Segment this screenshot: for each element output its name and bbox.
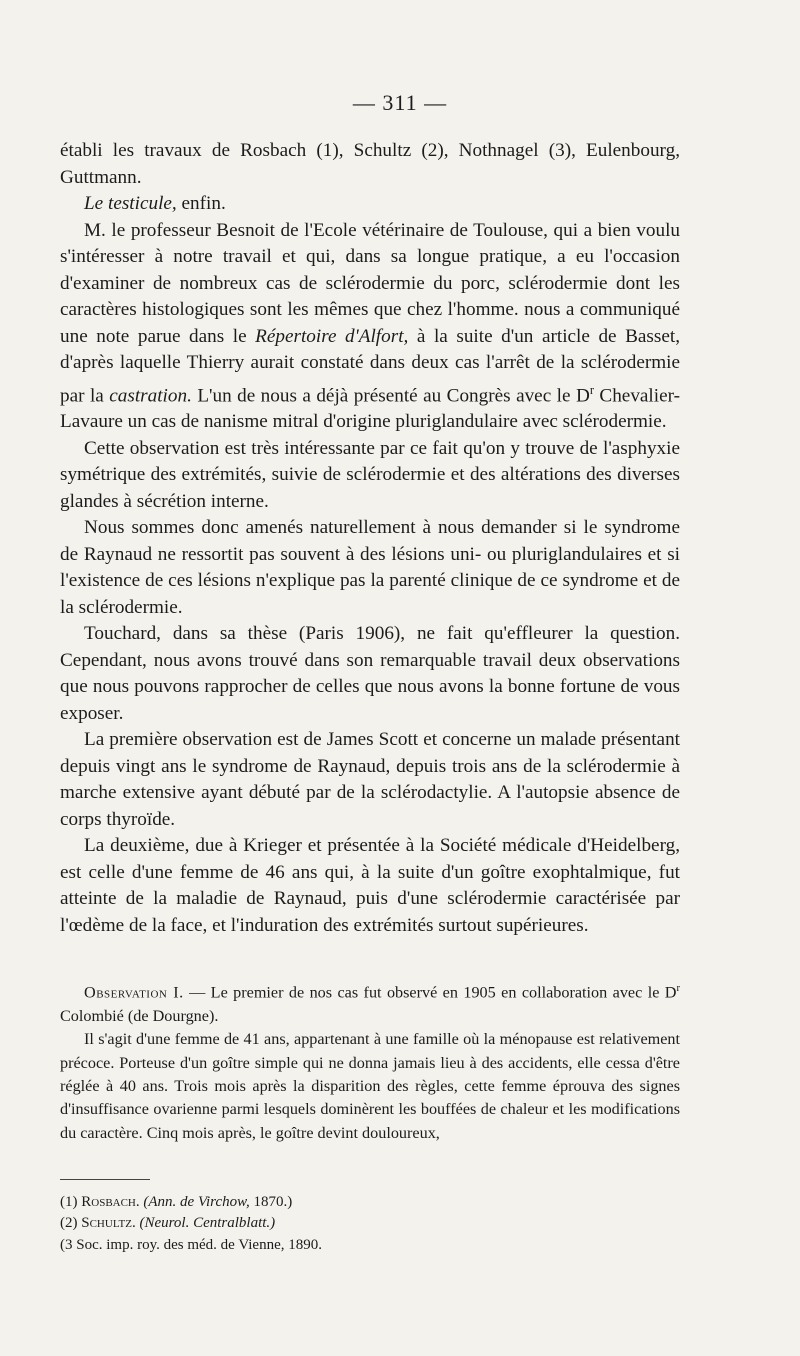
footnote-rule [60,1179,150,1180]
paragraph [60,621,680,727]
text-run: Colombié (de Dourgne). [60,1007,219,1026]
text-run: Cette observation est très intéressante par ce fait qu'on y trouve de l'asphyxie symétrique des extrémités, suivie de sclérodermie et des altérations des diverses glandes à sécrétion interne. [60,437,680,512]
footnote-detail: Soc. imp. roy. des méd. de Vienne, 1890. [76,1236,322,1253]
text-run: — Le premier de nos cas fut observé en 1905 en collaboration avec le D [183,983,677,1002]
footnote-number: (3 [60,1236,77,1253]
footnote-number: (1) [60,1193,82,1210]
observation-paragraph [60,977,680,1028]
observation-paragraph [60,1028,680,1144]
paragraph [60,218,680,436]
footnotes [60,1192,680,1257]
footnote-detail: 1870.) [249,1193,293,1210]
paragraph [60,833,680,939]
book-page [60,90,680,1256]
text-run: Nous sommes donc amenés naturellement à nous demander si le syndrome de Raynaud ne ressortit pas souvent à des lésions uni- ou pluriglandulaires et si l'existence de ces lésions n'explique pas la parenté clinique de ce syndrome et de la sclérodermie. [60,517,680,618]
text-run: L'un de nous a déjà présenté au Congrès avec le D [191,384,590,406]
italic-text: castration. [109,384,192,406]
text-run: M. le professeur Besnoit de l'Ecole vétérinaire de Toulouse, qui a bien voulu s'intéresser à notre travail et qui, dans sa longue pratique, a eu l'occasion d'examiner de nombreux cas de sclérodermie du porc, sclérodermie dont les caractères histologiques sont les mêmes que chez l'homme. nous a communiqué une note parue dans le [60,219,680,347]
footnote [60,1235,680,1257]
paragraph [60,436,680,516]
observation-block [60,977,680,1144]
italic-text: Répertoire d'Alfort, [255,325,409,347]
observation-heading: Observation I. [84,983,184,1002]
footnote-reference: (Neurol. Centralblatt.) [139,1215,276,1232]
footnote [60,1192,680,1214]
paragraph [60,727,680,833]
superscript: r [676,983,680,995]
page-number: — 311 — [352,90,448,115]
text-run: établi les travaux de Rosbach (1), Schultz (2), Nothnagel (3), Eulenbourg, Guttmann. [60,140,680,188]
text-run: La deuxième, due à Krieger et présentée à la Société médicale d'Heidelberg, est celle d'une femme de 46 ans qui, à la suite d'un goître exophtalmique, fut atteinte de la maladie de Raynaud, puis d'une sclérodermie caractérisée par l'œdème de la face, et l'induration des extrémités surtout supérieures. [60,835,680,936]
footnote [60,1213,680,1235]
superscript: r [589,382,594,397]
paragraph [60,515,680,621]
text-run: Touchard, dans sa thèse (Paris 1906), ne fait qu'effleurer la question. Cependant, nous avons trouvé dans son remarquable travail deux observations que nous pouvons rapprocher de celles que nous avons la bonne fortune de vous exposer. [60,623,680,724]
text-run: enfin. [176,193,226,214]
footnote-author: Schultz. [81,1215,140,1232]
paragraph [60,138,680,191]
footnote-number: (2) [60,1215,82,1232]
footnote-author: Rosbach. [81,1193,144,1210]
text-run: Chevalier-Lavaure un cas de nanisme mitral d'origine pluriglandulaire avec sclérodermie. [60,384,681,433]
text-run: La première observation est de James Scott et concerne un malade présentant depuis vingt ans le syndrome de Raynaud, depuis trois ans de la sclérodermie à marche extensive ayant débuté par de la sclérodactylie. A l'autopsie absence de corps thyroïde. [60,729,680,830]
italic-text: Le testicule, [84,193,177,214]
text-run: à la suite d'un article de Basset, d'après laquelle Thierry aurait constaté dans deux cas l'arrêt de la sclérodermie par la [60,325,680,406]
main-text [60,138,680,939]
footnote-reference: (Ann. de Virchow, [143,1193,250,1210]
text-run: Il s'agit d'une femme de 41 ans, appartenant à une famille où la ménopause est relativement précoce. Porteuse d'un goître simple qui ne donna jamais lieu à des accidents, elle cessa d'être réglée à 40 ans. Trois mois après la disparition des règles, cette femme éprouva des signes d'insuffisance ovarienne parmi lesquels dominèrent les bouffées de chaleur et les modifications du caractère. Cinq mois après, le goître devint douloureux, [60,1030,680,1142]
paragraph [60,191,680,218]
